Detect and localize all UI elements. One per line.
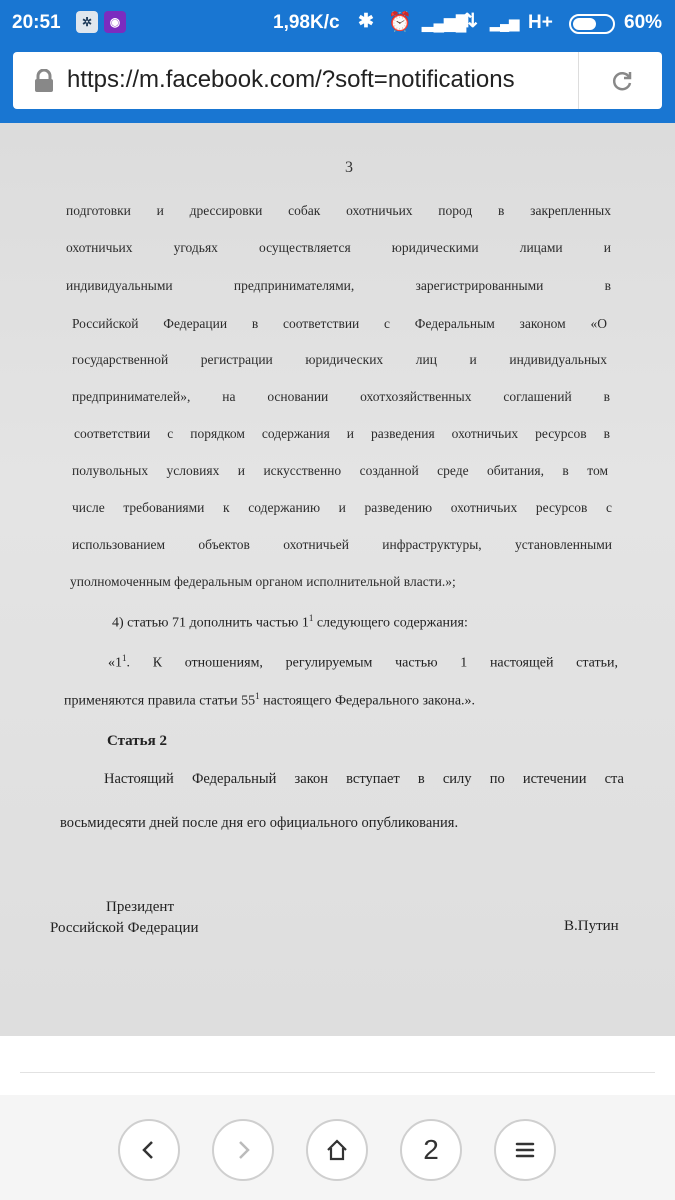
quote-text: «1 bbox=[108, 655, 122, 671]
signal-icon: ▂▄▆█ bbox=[422, 15, 467, 32]
amendment-item bbox=[112, 613, 468, 632]
reload-icon[interactable] bbox=[610, 69, 634, 93]
superscript: 1 bbox=[308, 613, 314, 623]
menu-button[interactable] bbox=[494, 1119, 556, 1181]
lock-icon bbox=[33, 69, 55, 93]
document-photo bbox=[0, 123, 675, 1036]
signature-title: Президент bbox=[106, 899, 174, 915]
data-transfer-icon: ⇅ bbox=[462, 11, 478, 32]
url-divider bbox=[578, 52, 579, 109]
doc-line: индивидуальными предпринимателями, зарегистрированными в bbox=[66, 278, 611, 293]
superscript: 1 bbox=[122, 653, 127, 663]
amendment-text: 4) статью 71 дополнить частью 1 bbox=[112, 615, 309, 631]
doc-line: государственной регистрации юридических лиц и индивидуальных bbox=[72, 352, 607, 367]
article-heading: Статья 2 bbox=[107, 733, 167, 749]
quote-text: настоящего Федерального закона.». bbox=[259, 693, 476, 709]
battery-icon bbox=[569, 14, 615, 34]
url-text[interactable]: https://m.facebook.com/?soft=notifications bbox=[67, 66, 515, 93]
article-text: восьмидесяти дней после дня его официального опубликования. bbox=[60, 815, 459, 831]
alarm-icon: ⏰ bbox=[388, 12, 412, 33]
page-number: 3 bbox=[345, 159, 353, 176]
network-speed: 1,98K/c bbox=[273, 12, 340, 33]
doc-line: уполномоченным федеральным органом исполнительной власти.»; bbox=[70, 574, 456, 589]
quote-text: применяются правила статьи 55 bbox=[64, 693, 256, 709]
tab-count: 2 bbox=[423, 1134, 439, 1165]
doc-line: Российской Федерации в соответствии с Федеральным законом «О bbox=[72, 316, 607, 331]
doc-line: охотничьих угодьях осуществляется юридическими лицами и bbox=[66, 240, 611, 255]
tabs-button[interactable] bbox=[400, 1119, 462, 1181]
address-bar[interactable] bbox=[13, 52, 662, 109]
signature-title: Российской Федерации bbox=[50, 920, 199, 936]
browser-chrome bbox=[0, 0, 675, 123]
menu-icon bbox=[513, 1138, 537, 1162]
doc-line: полувольных условиях и искусственно созданной среде обитания, в том bbox=[72, 463, 608, 478]
doc-line: соответствии с порядком содержания и разведения охотничьих ресурсов в bbox=[74, 426, 610, 441]
content-divider bbox=[20, 1072, 655, 1073]
status-time: 20:51 bbox=[12, 12, 61, 33]
superscript: 1 bbox=[255, 691, 260, 701]
doc-line: использованием объектов охотничьей инфраструктуры, установленными bbox=[72, 537, 612, 552]
forward-button[interactable] bbox=[212, 1119, 274, 1181]
home-button[interactable] bbox=[306, 1119, 368, 1181]
back-button[interactable] bbox=[118, 1119, 180, 1181]
quote-line bbox=[108, 653, 618, 672]
home-icon bbox=[325, 1138, 349, 1162]
app-notification-icon: ✲ bbox=[76, 11, 98, 33]
doc-line: числе требованиями к содержанию и разведению охотничьих ресурсов с bbox=[72, 500, 612, 515]
camera-notification-icon: ◉ bbox=[104, 11, 126, 33]
quote-line bbox=[64, 691, 475, 710]
doc-line: подготовки и дрессировки собак охотничьих пород в закрепленных bbox=[66, 203, 611, 218]
battery-percent: 60% bbox=[624, 12, 663, 33]
network-type: H+ bbox=[528, 12, 553, 33]
quote-text: . К отношениям, регулируемым частью 1 настоящей статьи, bbox=[126, 655, 618, 671]
amendment-text: следующего содержания: bbox=[313, 615, 468, 631]
status-bar bbox=[0, 0, 675, 46]
chevron-left-icon bbox=[137, 1138, 161, 1162]
chevron-right-icon bbox=[231, 1138, 255, 1162]
browser-nav-bar bbox=[0, 1095, 675, 1200]
article-text: Настоящий Федеральный закон вступает в силу по истечении ста bbox=[104, 771, 624, 787]
doc-line: предпринимателей», на основании охотхозяйственных соглашений в bbox=[72, 389, 610, 404]
signature-name: В.Путин bbox=[564, 918, 619, 934]
signal-2-icon: ▂▄▆ bbox=[490, 16, 520, 31]
bluetooth-icon: ✱ bbox=[358, 11, 374, 32]
